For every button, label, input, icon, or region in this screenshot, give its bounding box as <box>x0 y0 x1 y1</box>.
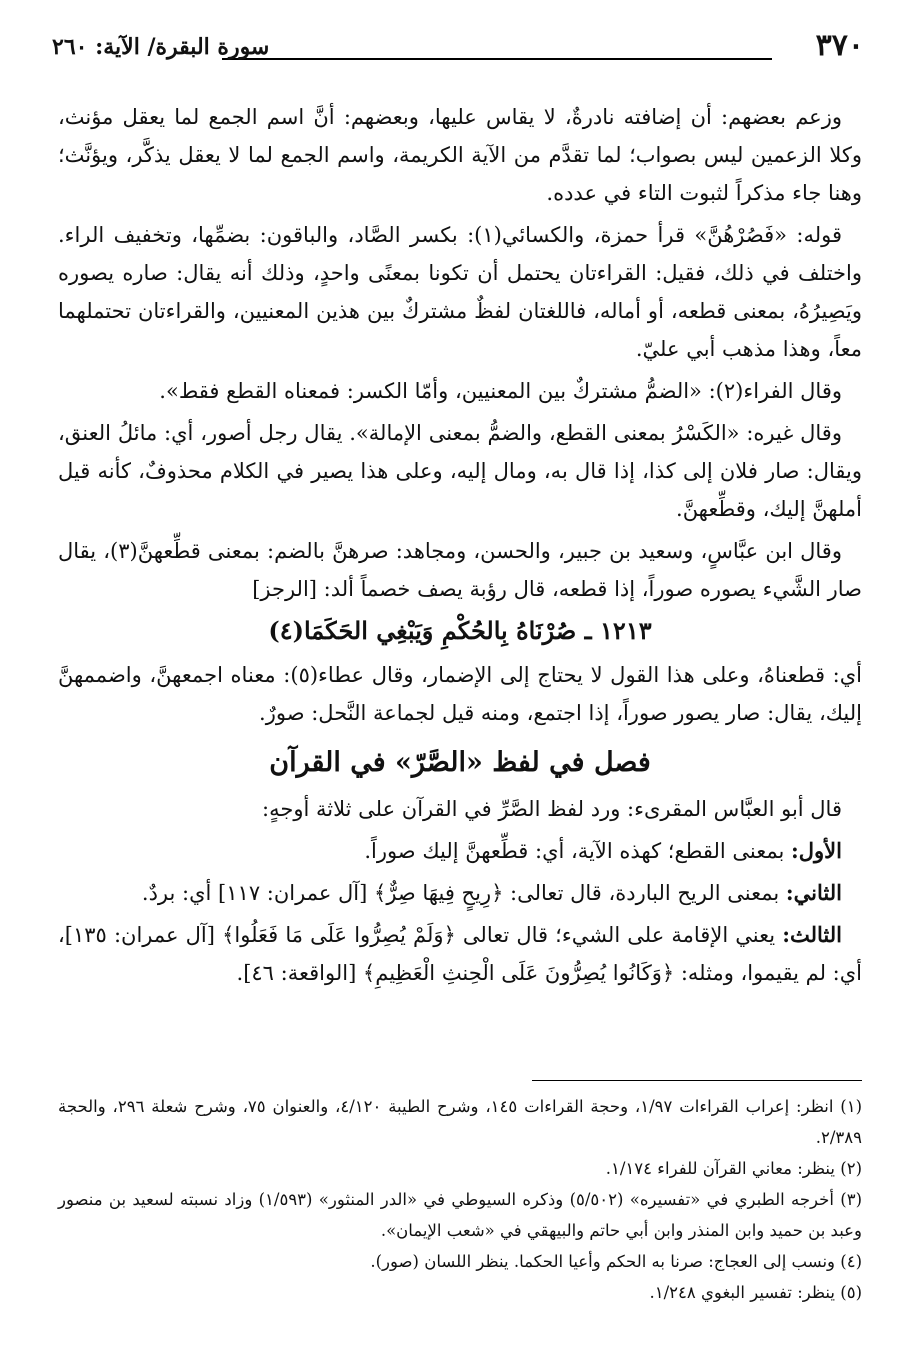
main-text <box>58 98 862 996</box>
header-rule <box>222 58 772 60</box>
list-item <box>58 874 862 912</box>
footnote: (١) انظر: إعراب القراءات ١/٩٧، وحجة القراءات ١٤٥، وشرح الطيبة ٤/١٢٠، والعنوان ٧٥، وشرح شعلة ٢٩٦، والحجة ٢/٣٨٩. <box>58 1097 862 1147</box>
footnote: (٥) ينظر: تفسير البغوي ١/٢٤٨. <box>649 1283 862 1302</box>
item-lead: الأول: <box>791 838 842 863</box>
poetry-verse: ١٢١٣ ـ صُرْنَاهُ بِالحُكْمِ وَيَبْغِي الحَكَمَا(٤) <box>268 616 652 645</box>
item-lead: الثالث: <box>782 922 842 947</box>
footnote-separator <box>532 1080 862 1081</box>
chapter-title: سورة البقرة/ الآية: ٢٦٠ <box>52 34 270 60</box>
paragraph: وزعم بعضهم: أن إضافته نادرةٌ، لا يقاس عليها، وبعضهم: أنَّ اسم الجمع لما يعقل مؤنث، وكلا الزعمين ليس بصواب؛ لما تقدَّم من الآية الكريمة، واسم الجمع لما لا يعقل يذكَّر، ويؤنَّث؛ وهنا جاء مذكراً لثبوت التاء في عدده. <box>58 105 862 205</box>
paragraph: أي: قطعناهُ، وعلى هذا القول لا يحتاج إلى الإضمار، وقال عطاء(٥): معناه اجمعهنَّ، واضممهنَّ إليك، يقال: صار يصور صوراً، إذا اجتمع، ومنه قيل لجماعة النَّحل: صورٌ. <box>58 663 862 725</box>
list-item <box>58 832 862 870</box>
paragraph: وقال ابن عبَّاسٍ، وسعيد بن جبير، والحسن، ومجاهد: صرهنَّ بالضم: بمعنى قطِّعهنَّ(٣)، يقال صار الشَّيء يصوره صوراً، إذا قطعه، قال رؤبة يصف خصماً ألد: [الرجز] <box>58 539 862 601</box>
paragraph: وقال الفراء(٢): «الضمُّ مشتركٌ بين المعنيين، وأمّا الكسر: فمعناه القطع فقط». <box>159 379 842 403</box>
item-text: يعني الإقامة على الشيء؛ قال تعالى ﴿وَلَمْ يُصِرُّوا عَلَى مَا فَعَلُوا﴾ [آل عمران: ١٣٥]، أي: لم يقيموا، ومثله: ﴿وَكَانُوا يُصِرُّونَ عَلَى الْحِنثِ الْعَظِيمِ﴾ [الواقعة: ٤٦]. <box>58 923 862 985</box>
footnotes <box>58 1080 862 1308</box>
item-text: بمعنى القطع؛ كهذه الآية، أي: قطِّعهنَّ إليك صوراً. <box>364 839 785 863</box>
item-lead: الثاني: <box>785 880 842 905</box>
footnote: (٤) ونسب إلى العجاج: صرنا به الحكم وأعيا الحكما. ينظر اللسان (صور). <box>370 1252 862 1271</box>
paragraph: قال أبو العبَّاس المقرىء: ورد لفظ الصَّرِّ في القرآن على ثلاثة أوجهٍ: <box>262 797 842 821</box>
list-item <box>58 916 862 992</box>
item-text: بمعنى الريح الباردة، قال تعالى: ﴿رِيحٍ فِيهَا صِرٌّ﴾ [آل عمران: ١١٧] أي: بردٌ. <box>141 881 780 905</box>
footnote: (٢) ينظر: معاني القرآن للفراء ١/١٧٤. <box>605 1159 862 1178</box>
footnote: (٣) أخرجه الطبري في «تفسيره» (٥/٥٠٢) وذكره السيوطي في «الدر المنثور» (١/٥٩٣) وزاد نسبته لسعيد بن منصور وعبد بن حميد وابن المنذر وابن أبي حاتم والبيهقي في «شعب الإيمان». <box>58 1190 862 1240</box>
section-heading: فصل في لفظ «الصَّرّ» في القرآن <box>269 747 651 778</box>
page-number: ٣٧٠ <box>815 28 864 63</box>
paragraph: وقال غيره: «الكَسْرُ بمعنى القطع، والضمُّ بمعنى الإمالة». يقال رجل أصور، أي: مائلُ العنق، ويقال: صار فلان إلى كذا، إذا قال به، ومال إليه، وعلى هذا يصير في الكلام محذوفٌ، كأنه قيل أملهنَّ إليك، وقطِّعهنَّ. <box>58 421 862 521</box>
page-header <box>52 28 864 68</box>
paragraph: قوله: «فَصُرْهُنَّ» قرأ حمزة، والكسائي(١): بكسر الصَّاد، والباقون: بضمِّها، وتخفيف الراء. واختلف في ذلك، فقيل: القراءتان يحتمل أن تكونا بمعنًى واحدٍ، وذلك أنه يقال: صاره يصوره ويَصِيرُهُ، بمعنى قطعه، أو أماله، فاللغتان لفظٌ مشتركٌ بين هذين المعنيين، والقراءتان تحتملهما معاً، وهذا مذهب أبي عليّ. <box>58 223 862 361</box>
